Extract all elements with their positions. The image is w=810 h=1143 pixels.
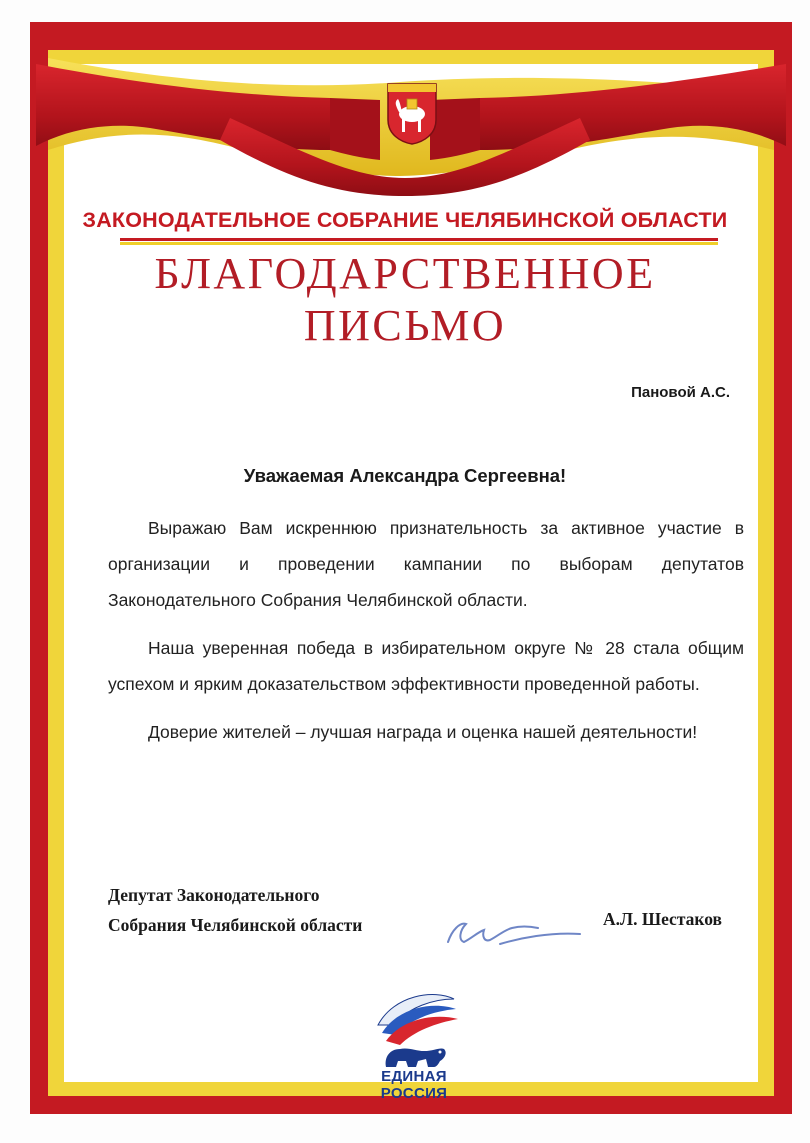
signer-position — [108, 880, 362, 940]
logo-text-line1: ЕДИНАЯ — [381, 1068, 447, 1085]
body-paragraph: Доверие жителей – лучшая награда и оценка нашей деятельности! — [148, 722, 698, 742]
salutation: Уважаемая Александра Сергеевна! — [243, 465, 567, 486]
letter-body — [108, 510, 744, 762]
logo-text-line2: РОССИЯ — [380, 1085, 448, 1102]
signer-position-line1: Депутат Законодательного — [108, 885, 320, 905]
coat-of-arms-icon — [386, 82, 438, 146]
recipient-name: Пановой А.С. — [631, 384, 730, 401]
body-paragraph: Выражаю Вам искреннюю признательность за активное участие в организации и проведении кампании по выборам депутатов Законодательного Собрания Челябинской области. — [108, 518, 744, 610]
letter-title-line2: ПИСЬМО — [303, 301, 507, 350]
signer-position-line2: Собрания Челябинской области — [108, 915, 363, 935]
organization-name: ЗАКОНОДАТЕЛЬНОЕ СОБРАНИЕ ЧЕЛЯБИНСКОЙ ОБЛАСТИ — [82, 208, 728, 232]
title-underline-gold — [120, 242, 718, 245]
body-paragraph: Наша уверенная победа в избирательном округе № 28 стала общим успехом и ярким доказательством эффективности проведенной работы. — [108, 638, 744, 694]
handwritten-signature — [440, 912, 590, 952]
signer-name: А.Л. Шестаков — [603, 909, 722, 929]
letter-title-line1: БЛАГОДАРСТВЕННОЕ — [154, 249, 656, 298]
title-underline-red — [120, 238, 718, 241]
